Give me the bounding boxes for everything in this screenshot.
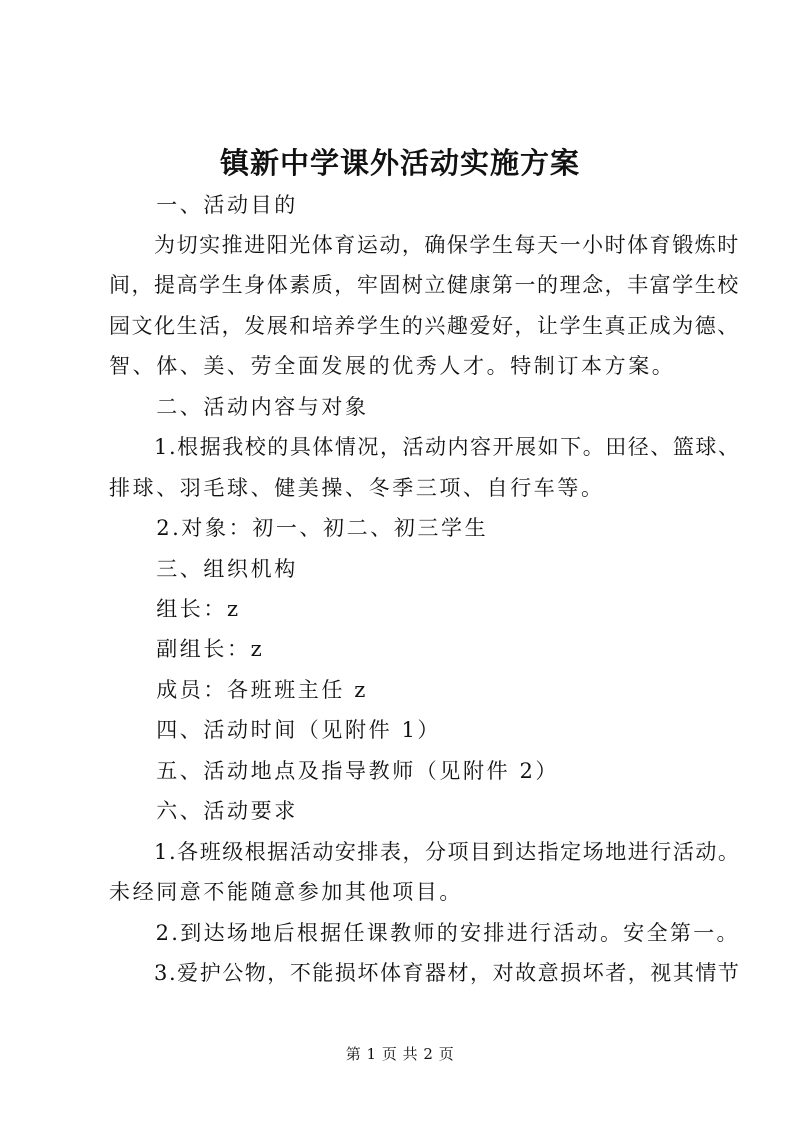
paragraph-line: 2.到达场地后根据任课教师的安排进行活动。安全第一。: [109, 921, 740, 945]
paragraph-line: 2.对象：初一、初二、初三学生: [109, 516, 489, 540]
paragraph-line: 智、体、美、劳全面发展的优秀人才。特制订本方案。: [109, 354, 676, 378]
page-footer: 第 1 页 共 2 页: [345, 1045, 455, 1063]
paragraph-line: 组长：z: [109, 597, 241, 621]
paragraph-line: 园文化生活，发展和培养学生的兴趣爱好，让学生真正成为德、: [109, 314, 740, 338]
paragraph-line: 为切实推进阳光体育运动，确保学生每天一小时体育锻炼时: [109, 233, 740, 257]
heading-content: 二、活动内容与对象: [109, 395, 369, 419]
heading-requirements: 六、活动要求: [109, 799, 298, 823]
paragraph-line: 副组长：z: [109, 637, 265, 661]
paragraph-line: 未经同意不能随意参加其他项目。: [109, 880, 463, 904]
heading-purpose: 一、活动目的: [109, 193, 298, 217]
paragraph-line: 1.各班级根据活动安排表，分项目到达指定场地进行活动。: [109, 840, 741, 864]
paragraph-line: 间，提高学生身体素质，牢固树立健康第一的理念，丰富学生校: [109, 273, 740, 297]
document-title: 镇新中学课外活动实施方案: [219, 146, 580, 180]
heading-organization: 三、组织机构: [109, 557, 298, 581]
heading-location: 五、活动地点及指导教师（见附件 2）: [109, 759, 560, 783]
paragraph-line: 3.爱护公物，不能损坏体育器材，对故意损坏者，视其情节: [109, 961, 741, 985]
paragraph-line: 排球、羽毛球、健美操、冬季三项、自行车等。: [109, 476, 605, 500]
heading-time: 四、活动时间（见附件 1）: [109, 718, 442, 742]
paragraph-line: 1.根据我校的具体情况，活动内容开展如下。田径、篮球、: [109, 435, 741, 459]
paragraph-line: 成员：各班班主任 z: [109, 678, 368, 702]
